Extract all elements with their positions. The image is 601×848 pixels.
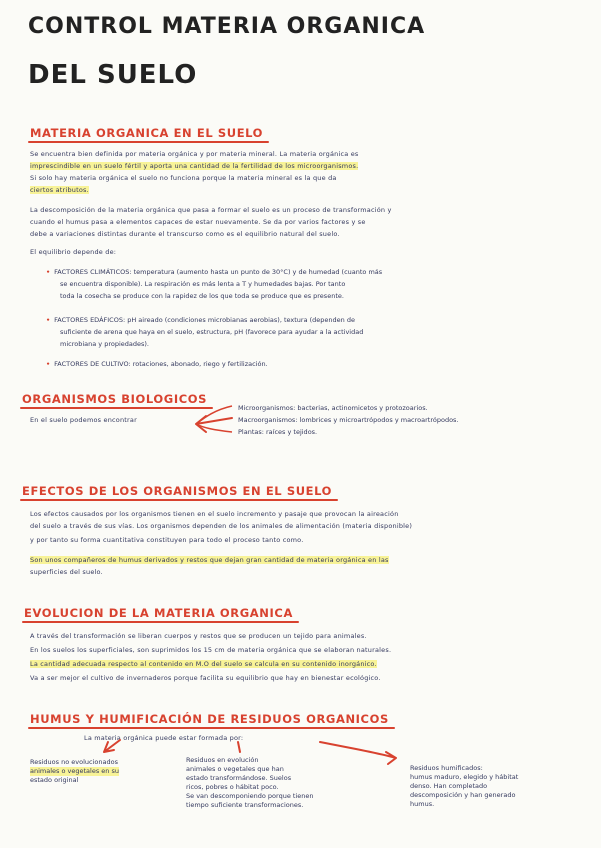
text-line-hl: Son unos compañeros de humus derivados y restos que dejan gran cantidad de materia orgánica en las (30, 556, 389, 564)
text-line: El equilibrio depende de: (30, 248, 117, 256)
organismos-item: Microorganismos: bacterias, actinomicetos y protozoarios. (238, 404, 428, 412)
col-line: Residuos en evolución (186, 756, 259, 764)
heading-text: ORGANISMOS BIOLOGICOS (22, 392, 207, 406)
organismos-item: Plantas: raíces y tejidos. (238, 428, 318, 436)
text-line: del suelo a través de sus vías. Los organismos dependen de los animales de alimentación (materia disponible) (30, 522, 413, 530)
text-line: Se encuentra bien definida por materia orgánica y por materia mineral. La materia orgánica es (30, 150, 359, 158)
organismos-intro: En el suelo podemos encontrar (30, 416, 137, 424)
col-line: humus maduro, elegido y hábitat (410, 773, 519, 781)
text-line: A través del transformación se liberan cuerpos y restos que se producen un tejido para animales. (30, 632, 367, 640)
bullet-cont: toda la cosecha se produce con la rapidez de los que toda se produce que es presente. (60, 292, 344, 300)
heading-text: HUMUS Y HUMIFICACIÓN DE RESIDUOS ORGANICOS (30, 712, 389, 726)
col-line: ricos, pobres o hábitat poco. (186, 783, 279, 791)
col-line: humus. (410, 800, 435, 808)
page-title-line2: DEL SUELO (28, 60, 198, 90)
col-line: animales o vegetales en su (30, 767, 119, 775)
text-line: En los suelos los superficiales, son suprimidos los 15 cm de materia orgánica que se elaboran naturales. (30, 646, 392, 654)
bullet-cont: se encuentra disponible). La respiración es más lenta a T y humedades bajas. Por tanto (60, 280, 346, 288)
text-line: debe a variaciones distintas durante el transcurso como es el equilibrio natural del suelo. (30, 230, 340, 238)
bullet-text: FACTORES CLIMÁTICOS: temperatura (aumento hasta un punto de 30°C) y de humedad (cuanto más (54, 268, 383, 276)
bullet-cont: microbiana y propiedades). (60, 340, 150, 348)
bullet-item: • FACTORES DE CULTIVO: rotaciones, abonado, riego y fertilización. (46, 360, 268, 368)
text-line-hl: La cantidad adecuada respecto al contenido en M.O del suelo se calcula en su contenido inorgánico. (30, 660, 377, 668)
heading-text: MATERIA ORGANICA EN EL SUELO (30, 126, 264, 140)
col-line: animales o vegetales que han (186, 765, 284, 773)
text-line: superficies del suelo. (30, 568, 103, 576)
text-line: Los efectos causados por los organismos tienen en el suelo incremento y pasaje que provocan la aireación (30, 510, 399, 518)
bullet-item: • FACTORES CLIMÁTICOS: temperatura (aumento hasta un punto de 30°C) y de humedad (cuanto más (46, 268, 383, 276)
col-line: descomposición y han generado (410, 791, 516, 799)
col-line: Residuos no evolucionados (30, 758, 118, 766)
bullet-item: • FACTORES EDÁFICOS: pH aireado (condiciones microbianas aerobias), textura (dependen de (46, 316, 355, 324)
humus-intro: La materia orgánica puede estar formada por: (84, 734, 244, 742)
col-line: denso. Han completado (410, 782, 488, 790)
text-line-hl: imprescindible en un suelo fértil y aporta una cantidad de la fertilidad de los microorganismos. (30, 162, 359, 170)
text-line: La descomposición de la materia orgánica que pasa a formar el suelo es un proceso de transformación y (30, 206, 392, 214)
arrow-humus-right (320, 742, 396, 764)
col-line: tiempo suficiente transformaciones. (186, 801, 304, 809)
col-line: Residuos humificados: (410, 764, 483, 772)
page-title-line1: CONTROL MATERIA ORGANICA (28, 14, 426, 39)
bullet-text: FACTORES DE CULTIVO: rotaciones, abonado, riego y fertilización. (54, 360, 268, 368)
arrow-humus-middle (238, 742, 240, 752)
text-line: cuando el humus pasa a elementos capaces de estar nuevamente. Se da por varios factores y se (30, 218, 366, 226)
organismos-item: Macroorganismos: lombrices y microartrópodos y macroartrópodos. (238, 416, 459, 424)
text-line-hl: ciertos atributos. (30, 186, 89, 194)
heading-text: EVOLUCION DE LA MATERIA ORGANICA (24, 606, 293, 620)
col-line: estado transformándose. Suelos (186, 774, 292, 782)
text-line: y por tanto su forma cuantitativa constituyen para todo el proceso tanto como. (30, 536, 304, 544)
text-line: Si solo hay materia orgánica el suelo no funciona porque la materia mineral es la que da (30, 174, 337, 182)
arrow-humus-left (104, 740, 120, 752)
bullet-cont: suficiente de arena que haya en el suelo, estructura, pH (favorece para ayudar a la actividad (60, 328, 364, 336)
col-line: estado original (30, 776, 79, 784)
text-line: Va a ser mejor el cultivo de invernaderos porque facilita su equilibrio que hay en bienestar ecológico. (30, 674, 381, 682)
col-line: Se van descomponiendo porque tienen (186, 792, 314, 800)
bullet-text: FACTORES EDÁFICOS: pH aireado (condiciones microbianas aerobias), textura (dependen de (54, 316, 355, 324)
heading-text: EFECTOS DE LOS ORGANISMOS EN EL SUELO (22, 484, 333, 498)
